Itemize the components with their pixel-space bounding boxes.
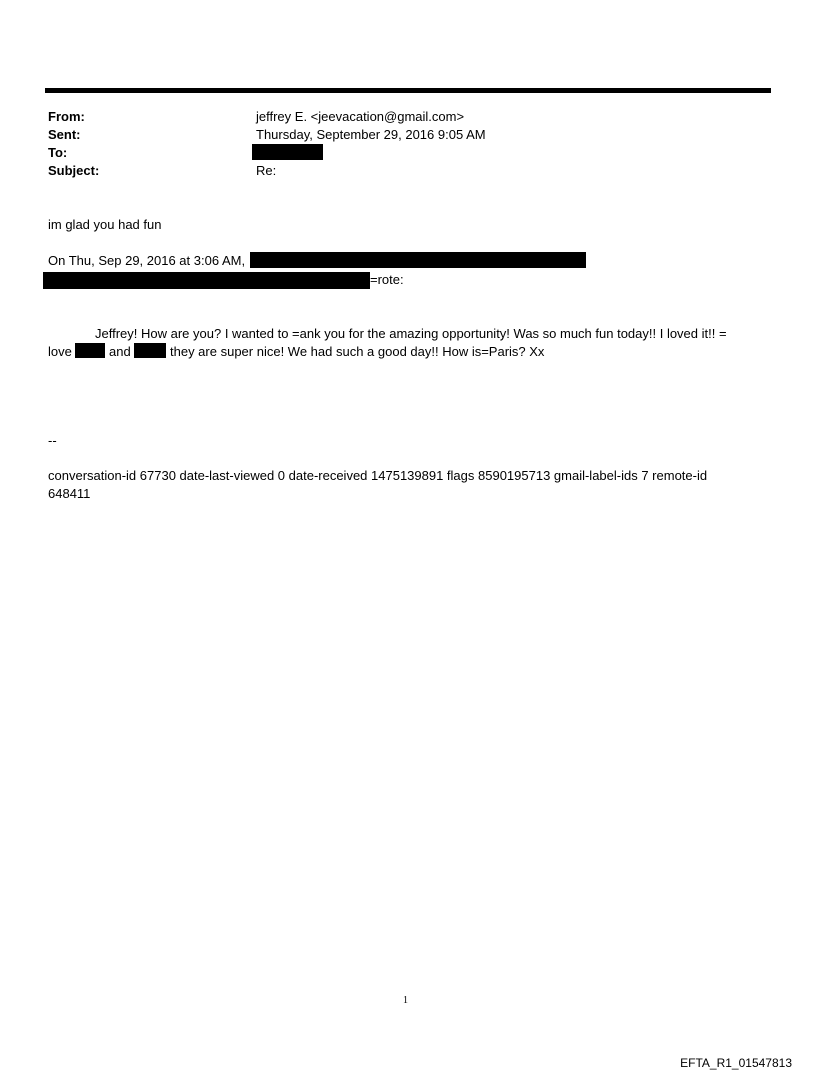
metadata-line-2: 648411	[48, 486, 91, 501]
from-value: jeffrey E. <jeevacation@gmail.com>	[256, 109, 465, 124]
message-line-2-end: they are super nice! We had such a good day!! How is=Paris? Xx	[170, 344, 545, 359]
sent-value: Thursday, September 29, 2016 9:05 AM	[256, 127, 486, 142]
to-label: To:	[48, 145, 68, 160]
quote-intro: On Thu, Sep 29, 2016 at 3:06 AM,	[48, 253, 246, 268]
from-label: From:	[48, 109, 85, 124]
name-redaction-2	[134, 343, 166, 358]
sent-label: Sent:	[48, 127, 81, 142]
quote-wrote: =rote:	[370, 272, 404, 287]
metadata-line-1: conversation-id 67730 date-last-viewed 0 date-received 1475139891 flags 8590195713 gmail-label-ids 7 remote-id	[48, 468, 708, 483]
subject-label: Subject:	[48, 163, 100, 178]
reply-text: im glad you had fun	[48, 217, 162, 232]
page-number: 1	[403, 995, 408, 1006]
sender-email-redaction	[43, 272, 370, 289]
header-rule	[45, 88, 771, 93]
name-redaction-1	[75, 343, 105, 358]
bates-number: EFTA_R1_01547813	[680, 1056, 792, 1070]
to-redaction	[252, 144, 323, 160]
message-line-2-start: love	[48, 344, 72, 359]
message-line-2-and: and	[109, 344, 131, 359]
sender-redaction	[250, 252, 586, 268]
message-line-1: Jeffrey! How are you? I wanted to =ank you for the amazing opportunity! Was so much fun today!! I loved it!! =	[95, 326, 727, 341]
subject-value: Re:	[256, 163, 277, 178]
signature-separator: --	[48, 433, 57, 448]
